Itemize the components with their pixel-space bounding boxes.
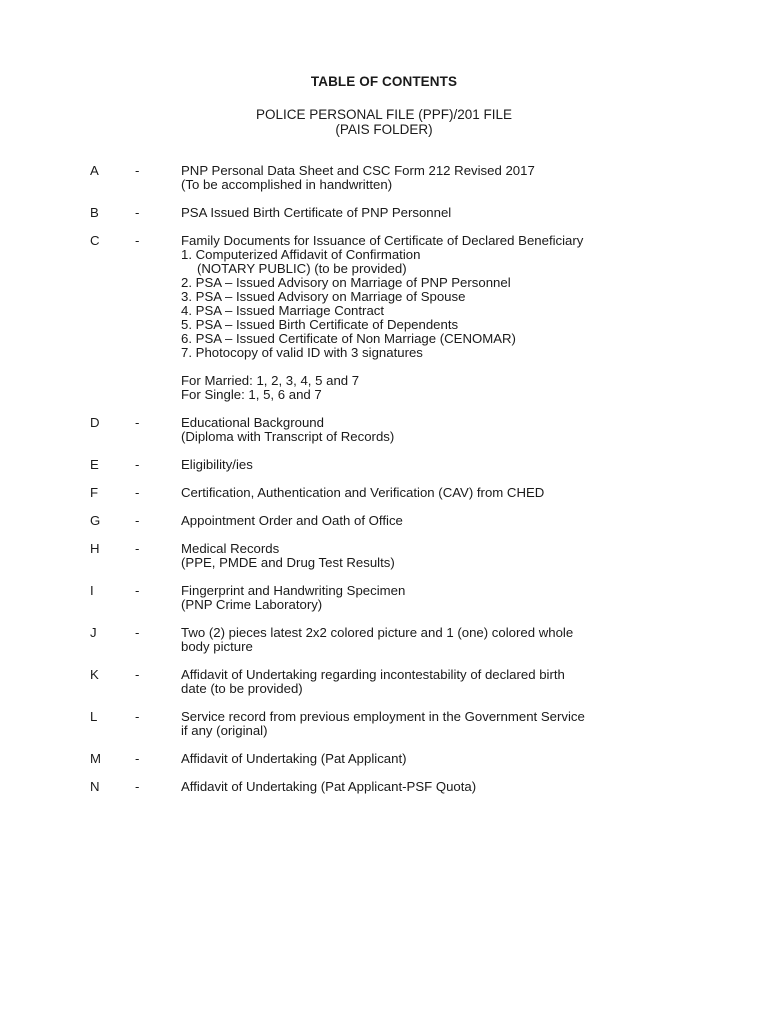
subtitle-line-2: (PAIS FOLDER)	[335, 122, 433, 137]
entry-line: Appointment Order and Oath of Office	[181, 513, 403, 528]
entry-line: For Married: 1, 2, 3, 4, 5 and 7	[181, 373, 360, 388]
entry-line: (PNP Crime Laboratory)	[181, 597, 323, 612]
entry-description	[181, 486, 661, 500]
entry-description	[181, 416, 661, 444]
entry-line: (Diploma with Transcript of Records)	[181, 429, 395, 444]
entry-line: Eligibility/ies	[181, 457, 253, 472]
entry-line: Medical Records	[181, 541, 280, 556]
entry-letter: L	[90, 709, 98, 724]
entry-line: PSA Issued Birth Certificate of PNP Personnel	[181, 205, 452, 220]
entry-line: Service record from previous employment in the Government Service	[181, 709, 585, 724]
entry-description	[181, 206, 661, 220]
entry-line: Fingerprint and Handwriting Specimen	[181, 583, 406, 598]
entry-line: (PPE, PMDE and Drug Test Results)	[181, 555, 395, 570]
entry-line: Two (2) pieces latest 2x2 colored picture and 1 (one) colored whole	[181, 625, 574, 640]
entry-line: 2. PSA – Issued Advisory on Marriage of PNP Personnel	[181, 275, 511, 290]
entry-line: 7. Photocopy of valid ID with 3 signatures	[181, 345, 423, 360]
entry-line: 5. PSA – Issued Birth Certificate of Dependents	[181, 317, 459, 332]
entry-letter: D	[90, 415, 100, 430]
entry-dash: -	[135, 163, 140, 178]
entry-description	[181, 626, 661, 654]
entry-dash: -	[135, 709, 140, 724]
entry-line: Affidavit of Undertaking regarding incontestability of declared birth	[181, 667, 565, 682]
entry-line: PNP Personal Data Sheet and CSC Form 212 Revised 2017	[181, 163, 535, 178]
entry-letter: N	[90, 779, 100, 794]
entry-letter: J	[90, 625, 97, 640]
entry-letter: E	[90, 457, 99, 472]
entry-description	[181, 668, 661, 696]
entry-description	[181, 710, 661, 738]
entry-letter: C	[90, 233, 100, 248]
entry-line: (To be accomplished in handwritten)	[181, 177, 393, 192]
entry-dash: -	[135, 233, 140, 248]
entry-line: body picture	[181, 639, 253, 654]
entry-letter: B	[90, 205, 99, 220]
entry-line: Affidavit of Undertaking (Pat Applicant)	[181, 751, 407, 766]
entry-dash: -	[135, 205, 140, 220]
entry-description	[181, 164, 661, 192]
entry-letter: A	[90, 163, 99, 178]
entry-line: date (to be provided)	[181, 681, 303, 696]
entry-line: For Single: 1, 5, 6 and 7	[181, 387, 322, 402]
entry-line: 6. PSA – Issued Certificate of Non Marriage (CENOMAR)	[181, 331, 516, 346]
entry-letter: G	[90, 513, 101, 528]
page-title: TABLE OF CONTENTS	[310, 74, 458, 89]
entry-dash: -	[135, 779, 140, 794]
entry-dash: -	[135, 667, 140, 682]
entry-dash: -	[135, 457, 140, 472]
entry-letter: H	[90, 541, 100, 556]
entry-line: Affidavit of Undertaking (Pat Applicant-PSF Quota)	[181, 779, 477, 794]
subtitle-line-1: POLICE PERSONAL FILE (PPF)/201 FILE	[255, 107, 513, 122]
entry-line: Family Documents for Issuance of Certificate of Declared Beneficiary	[181, 233, 584, 248]
entry-description	[181, 542, 661, 570]
entry-dash: -	[135, 751, 140, 766]
entry-line: if any (original)	[181, 723, 268, 738]
entry-description	[181, 234, 661, 402]
entry-description	[181, 514, 661, 528]
entry-line: (NOTARY PUBLIC) (to be provided)	[197, 261, 407, 276]
spacer	[181, 360, 661, 374]
entry-line: 1. Computerized Affidavit of Confirmation	[181, 247, 421, 262]
entry-letter: I	[90, 583, 94, 598]
entry-letter: K	[90, 667, 99, 682]
entry-dash: -	[135, 513, 140, 528]
entry-dash: -	[135, 485, 140, 500]
entry-line: 3. PSA – Issued Advisory on Marriage of Spouse	[181, 289, 466, 304]
entry-description	[181, 584, 661, 612]
entry-description	[181, 458, 661, 472]
entry-line: Educational Background	[181, 415, 324, 430]
entry-line: Certification, Authentication and Verification (CAV) from CHED	[181, 485, 545, 500]
entry-description	[181, 752, 661, 766]
entry-dash: -	[135, 541, 140, 556]
entry-letter: F	[90, 485, 99, 500]
entry-dash: -	[135, 415, 140, 430]
entry-dash: -	[135, 583, 140, 598]
entry-letter: M	[90, 751, 101, 766]
entry-line: 4. PSA – Issued Marriage Contract	[181, 303, 385, 318]
entry-dash: -	[135, 625, 140, 640]
entry-description	[181, 780, 661, 794]
